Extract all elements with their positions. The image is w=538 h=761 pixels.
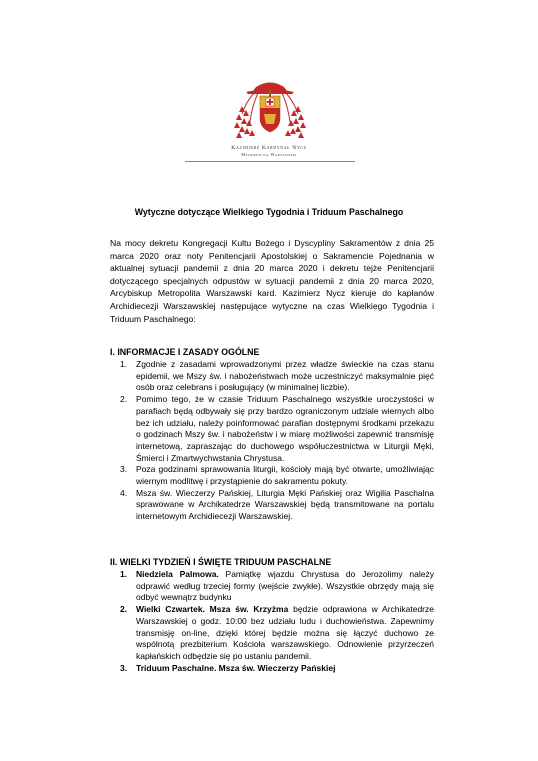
document-title: Wytyczne dotyczące Wielkiego Tygodnia i Triduum Paschalnego [134,207,404,217]
section-2-heading: II. WIELKI TYDZIEŃ I ŚWIĘTE TRIDUUM PASCHALNE [110,557,332,567]
list-item [110,464,434,487]
issuer-name: Kazimierz Kardynał Nycz [231,145,307,151]
item-lead: Triduum Paschalne. Msza św. Wieczerzy Pańskiej [136,662,336,673]
item-number: 3. [120,662,128,673]
item-number: 1. [120,569,128,579]
list-item [110,604,434,663]
list-item [110,569,434,604]
section-2-list [110,569,434,674]
header-divider [185,161,355,162]
item-number: 2. [120,604,128,615]
item-number: 4. [120,487,128,498]
item-lead: Wielki Czwartek. Msza św. Krzyżma [136,604,289,615]
cardinal-coat-of-arms-icon [232,78,308,140]
section-1-list [110,359,434,523]
list-item [110,394,434,464]
item-number: 1. [120,359,128,369]
section-1-heading: I. INFORMACJE I ZASADY OGÓLNE [110,347,260,357]
list-item [110,663,434,675]
item-number: 2. [120,394,128,405]
item-text: Poza godzinami sprawowania liturgii, kościoły mają być otwarte, umożliwiając wiernym modlitwę i przystąpienie do sakramentu pokuty. [136,464,434,487]
item-text: Pomimo tego, że w czasie Triduum Paschalnego wszystkie uroczystości w parafiach będą odbywały się przy bardzo ograniczonym udziale wiernych albo bez ich udziału, należy poinformować parafian dostępnymi środkami przekazu o godzinach Mszy św. i nabożeństw i w miarę możliwości zapewnić transmisję internetową, zapraszając do duchowego współuczestnictwa w Liturgii Męki, Śmierci i Zmartwychwstania Chrystusa. [136,394,434,463]
item-text: będzie odprawiona w Archikatedrze Warszawskiej o godz. 10:00 bez udziału ludu i duchowieństwa. Zapewnimy transmisję on-line, dzięki której będzie można się łączyć duchowo ze wspólnotą prezbiterium Kościoła warszawskiego. Odnowienie przyrzeczeń kapłańskich odbędzie się po ustaniu pandemii. [136,604,434,661]
item-lead: Niedziela Palmowa. [136,569,219,579]
list-item [110,488,434,523]
item-text: Pamiątkę wjazdu Chrystusa do Jerozolimy należy odprawić według trzeciej formy (wejście zwykłe). Wszystkie obrzędy mają się odbyć wewnątrz budynku [136,569,434,603]
intro-paragraph: Na mocy dekretu Kongregacji Kultu Bożego i Dyscypliny Sakramentów z dnia 25 marca 2020 oraz noty Penitencjarii Apostolskiej o Sakramencie Pojednania w aktualnej sytuacji pandemii z dnia 20 marca 2020 i dekretu tejże Penitencjarii dotyczącego specjalnych odpustów w sytuacji pandemii z dnia 20 marca 2020, Arcybiskup Metropolita Warszawski kard. Kazimierz Nycz kieruje do kapłanów Archidiecezji Warszawskiej następujące wytyczne na czas Wielkiego Tygodnia i Triduum Paschalnego: [110,238,434,324]
issuer-title: Metropolita Warszawski [241,152,297,157]
list-item [110,359,434,394]
item-number: 3. [120,464,128,475]
item-text: Zgodnie z zasadami wprowadzonymi przez władze świeckie na czas stanu epidemii, we Mszy św. i nabożeństwach może uczestniczyć maksymalnie pięć osób oraz celebrans i posługujący (w minimalnej liczbie). [136,359,434,393]
item-text: Msza św. Wieczerzy Pańskiej, Liturgia Męki Pańskiej oraz Wigilia Paschalna sprawowane w Archikatedrze Warszawskiej będą transmitowane na portalu internetowym Archidiecezji Warszawskiej. [136,487,434,522]
